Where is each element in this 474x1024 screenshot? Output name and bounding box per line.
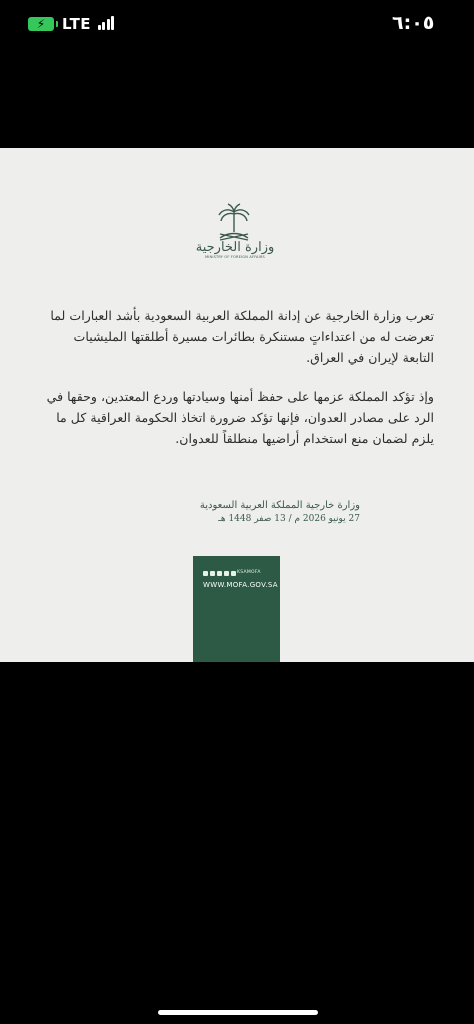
battery-charging-icon: ⚡ [28,17,54,31]
website-label: WWW.MOFA.GOV.SA [203,581,278,589]
social-handle: KSAMOFA [237,570,261,575]
statement-date: 27 يونيو 2026 م / 13 صفر 1448 هـ [218,514,360,524]
instagram-icon [217,571,222,576]
network-label: LTE [62,15,92,33]
signal-bars-icon [98,16,114,30]
statement-paragraph-2: وإذ تؤكد المملكة عزمها على حفظ أمنها وسيادتها وردع المعتدين، وحقها في الرد على مصادر العدوان، فإنها تؤكد ضرورة اتخاذ الحكومة العراقية كل ما يلزم لضمان منع استخدام أراضيها منطلقاً للعدوان. [46,389,434,446]
social-icons [203,571,236,576]
status-time: ٦:٠٥ [392,12,435,34]
facebook-icon [224,571,229,576]
ministry-name-ar: وزارة الخارجية [195,240,275,255]
ministry-name-en: MINISTRY OF FOREIGN AFFAIRS [205,255,265,259]
youtube-icon [210,571,215,576]
signature: وزارة خارجية المملكة العربية السعودية [199,500,360,511]
home-indicator[interactable] [158,1010,318,1015]
x-icon [231,571,236,576]
social-footer [193,556,280,662]
statement-image[interactable] [0,148,474,662]
linkedin-icon [203,571,208,576]
status-bar [0,0,474,56]
statement-paragraph-1: تعرب وزارة الخارجية عن إدانة المملكة العربية السعودية بأشد العبارات لما تعرضت له من اعتداءاتٍ مستنكرة بطائرات مسيرة أطلقتها المليشيات التابعة لإيران في العراق. [50,308,434,365]
